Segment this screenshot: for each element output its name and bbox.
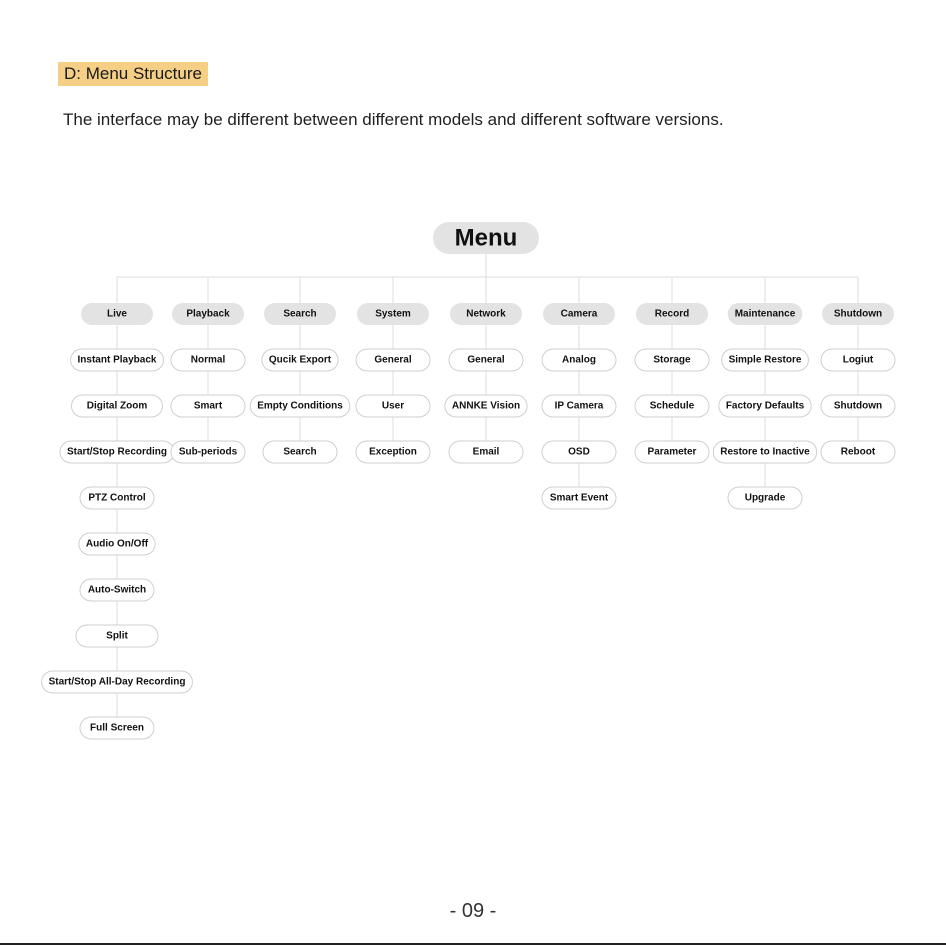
menu-item (263, 441, 337, 463)
menu-item (728, 487, 802, 509)
menu-item (713, 441, 816, 463)
menu-item (445, 395, 527, 417)
menu-item-label: Sub-periods (178, 446, 238, 458)
menu-item (542, 441, 616, 463)
menu-item (171, 349, 245, 371)
category-record-label: Record (654, 308, 690, 320)
page-number: - 09 - (449, 900, 497, 922)
category-shutdown (822, 303, 894, 325)
menu-item (80, 487, 154, 509)
category-maintenance (728, 303, 803, 325)
category-network-label: Network (466, 308, 506, 320)
category-live (81, 303, 153, 325)
menu-item-label: OSD (568, 446, 590, 458)
menu-item-label: Auto-Switch (87, 584, 147, 596)
menu-item (821, 441, 895, 463)
menu-item (262, 349, 338, 371)
menu-item (356, 395, 430, 417)
section-title: D: Menu Structure (58, 62, 208, 86)
menu-item-label: IP Camera (554, 400, 604, 412)
category-live-label: Live (106, 308, 128, 320)
menu-item-label: Qucik Export (268, 354, 332, 366)
category-search (264, 303, 336, 325)
category-shutdown-label: Shutdown (833, 308, 883, 320)
menu-item (722, 349, 809, 371)
menu-item-label: Storage (653, 354, 691, 366)
category-maintenance-label: Maintenance (734, 308, 796, 320)
menu-item-label: Normal (190, 354, 226, 366)
menu-item-label: Smart Event (549, 492, 609, 504)
menu-item-label: Empty Conditions (257, 400, 343, 412)
menu-item-label: Analog (562, 354, 596, 366)
menu-item (60, 441, 174, 463)
menu-item-label: Upgrade (744, 492, 786, 504)
menu-item (42, 671, 193, 693)
menu-item (821, 395, 895, 417)
menu-item-label: User (381, 400, 405, 412)
category-camera (543, 303, 615, 325)
category-camera-label: Camera (560, 308, 598, 320)
menu-item (250, 395, 350, 417)
menu-item-label: Shutdown (833, 400, 883, 412)
menu-item-label: Simple Restore (728, 354, 802, 366)
menu-item-label: Exception (369, 446, 417, 458)
menu-item-label: PTZ Control (88, 492, 146, 504)
menu-item-label: Email (472, 446, 500, 458)
menu-item-label: Reboot (840, 446, 876, 458)
bottom-rule (0, 943, 946, 945)
menu-item (71, 349, 164, 371)
menu-item-label: Split (106, 630, 128, 642)
menu-item-label: Instant Playback (77, 354, 157, 366)
category-playback (172, 303, 244, 325)
menu-item-label: Start/Stop All-Day Recording (48, 676, 186, 688)
menu-item (542, 487, 616, 509)
menu-item-label: General (467, 354, 505, 366)
category-record (636, 303, 708, 325)
menu-item-label: General (374, 354, 412, 366)
menu-item-label: Digital Zoom (86, 400, 148, 412)
menu-item (171, 441, 245, 463)
menu-item-label: Schedule (649, 400, 695, 412)
menu-item (635, 395, 709, 417)
intro-text: The interface may be different between different models and different software versions. (63, 110, 724, 129)
category-system (357, 303, 429, 325)
menu-item-label: Start/Stop Recording (66, 446, 168, 458)
menu-item-label: Logiut (842, 354, 874, 366)
menu-item (72, 395, 163, 417)
menu-item (356, 349, 430, 371)
menu-item (171, 395, 245, 417)
menu-item-label: Parameter (647, 446, 697, 458)
category-system-label: System (375, 308, 411, 320)
menu-item (635, 349, 709, 371)
menu-item-label: Full Screen (90, 722, 144, 734)
menu-item (542, 349, 616, 371)
menu-item-label: Audio On/Off (85, 538, 149, 550)
menu-item (356, 441, 430, 463)
menu-item (821, 349, 895, 371)
menu-item-label: Factory Defaults (725, 400, 805, 412)
category-playback-label: Playback (186, 308, 230, 320)
category-search-label: Search (283, 308, 317, 320)
menu-item (80, 717, 154, 739)
root-node (433, 222, 539, 254)
menu-item (719, 395, 811, 417)
menu-item-label: Smart (193, 400, 223, 412)
root-node-label: Menu (454, 224, 518, 252)
menu-item (542, 395, 616, 417)
category-network (450, 303, 522, 325)
menu-item (79, 533, 155, 555)
menu-item (76, 625, 158, 647)
menu-item (449, 349, 523, 371)
menu-item (635, 441, 709, 463)
menu-item-label: ANNKE Vision (451, 400, 521, 412)
menu-item-label: Search (283, 446, 317, 458)
menu-item (80, 579, 154, 601)
menu-item (449, 441, 523, 463)
menu-item-label: Restore to Inactive (720, 446, 810, 458)
